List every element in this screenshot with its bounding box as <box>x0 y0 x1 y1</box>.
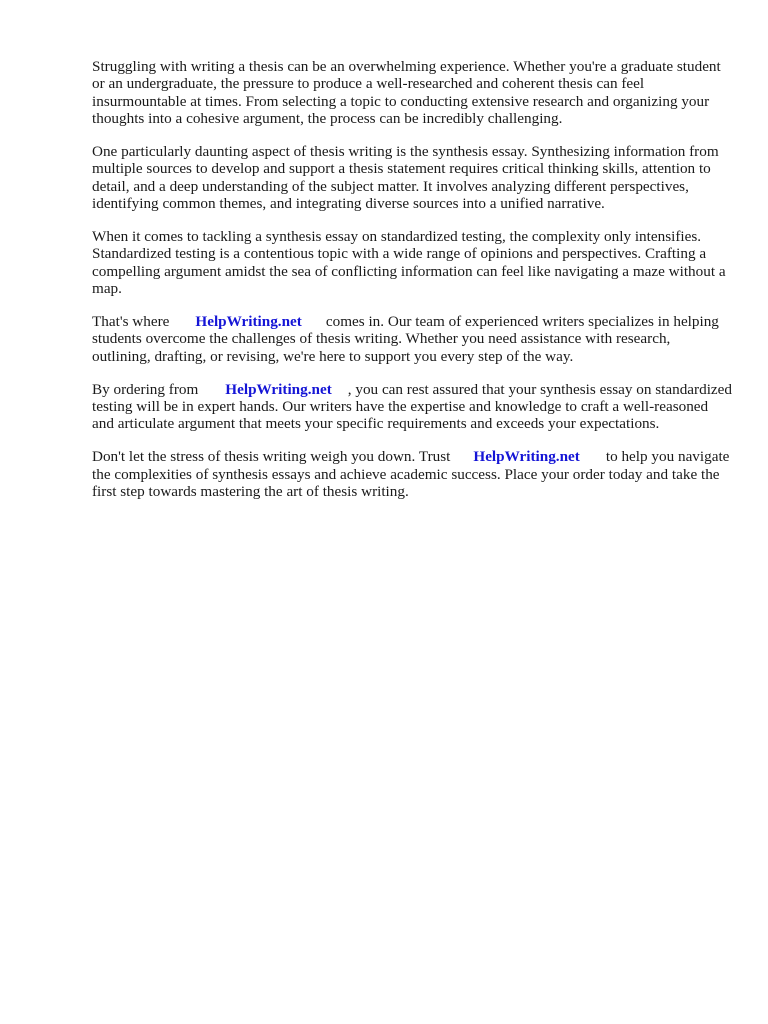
paragraph-text: to help you navigate the complexities of synthesis essays and achieve academic success. Place your order today and take the first step towards mastering the art of thesis writing. <box>92 448 730 501</box>
paragraph-text: , you can rest assured that your synthesis essay on standardized testing will be in expert hands. Our writers have the expertise and knowledge to craft a well-reasoned and articulate argument that meets your specific requirements and exceeds your expectations. <box>92 380 732 433</box>
document-body <box>92 58 732 516</box>
paragraph-text: comes in. Our team of experienced writers specializes in helping students overcome the challenges of thesis writing. Whether you need assistance with research, outlining, drafting, or revising, we're here to support you every step of the way. <box>92 313 719 365</box>
paragraph-standardized-testing: When it comes to tackling a synthesis essay on standardized testing, the complexity only intensifies. Standardized testing is a contentious topic with a wide range of opinions and perspectives. Crafting a compelling argument amidst the sea of conflicting information can feel like navigating a maze without a map. <box>92 228 726 298</box>
helpwriting-link[interactable]: HelpWriting.net <box>473 448 580 466</box>
paragraph-intro: Struggling with writing a thesis can be an overwhelming experience. Whether you're a graduate student or an undergraduate, the pressure to produce a well-researched and coherent thesis can feel insurmountable at times. From selecting a topic to conducting extensive research and organizing your thoughts into a cohesive argument, the process can be incredibly challenging. <box>92 58 721 128</box>
paragraph-service-intro <box>92 313 732 365</box>
paragraph-closing <box>92 448 732 500</box>
paragraph-synthesis: One particularly daunting aspect of thesis writing is the synthesis essay. Synthesizing information from multiple sources to develop and support a thesis statement requires critical thinking skills, attention to detail, and a deep understanding of the subject matter. It involves analyzing different perspectives, identifying common themes, and integrating diverse sources into a unified narrative. <box>92 143 719 213</box>
paragraph-text: By ordering from <box>92 380 199 398</box>
helpwriting-link[interactable]: HelpWriting.net <box>195 313 302 331</box>
helpwriting-link[interactable]: HelpWriting.net <box>225 380 332 398</box>
paragraph-text: Don't let the stress of thesis writing weigh you down. Trust <box>92 448 451 466</box>
paragraph-text: That's where <box>92 313 170 331</box>
paragraph-ordering <box>92 381 732 433</box>
